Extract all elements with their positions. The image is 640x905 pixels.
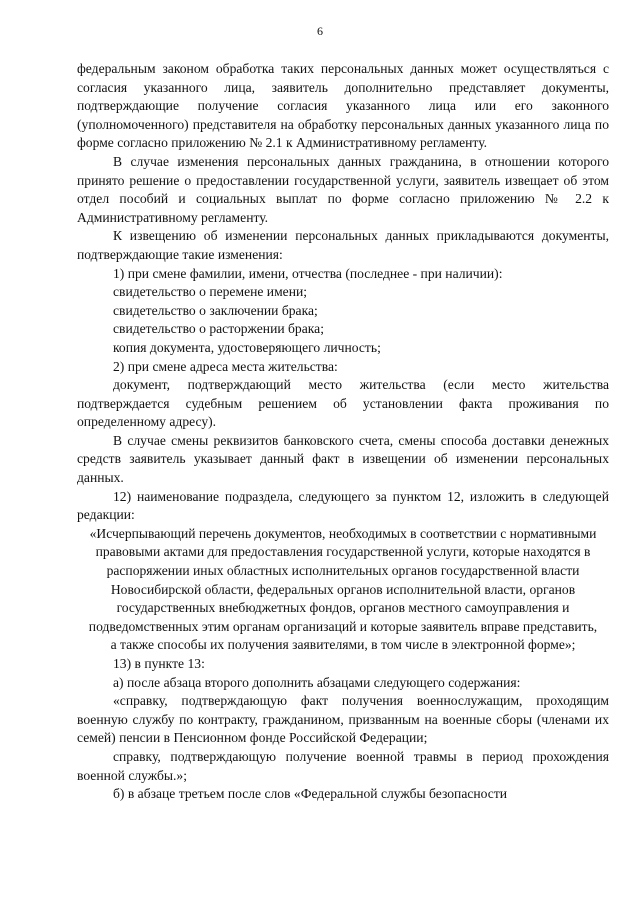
- list-item: копия документа, удостоверяющего личность;: [113, 339, 381, 355]
- list-item: свидетельство о перемене имени;: [113, 284, 308, 300]
- paragraph-subitem-a: а) после абзаца второго дополнить абзацами следующего содержания:: [113, 674, 521, 690]
- paragraph-subitem-b: б) в абзаце третьем после слов «Федеральной службы безопасности: [113, 786, 508, 802]
- list-item: свидетельство о заключении брака;: [113, 302, 318, 318]
- paragraph-attachments: К извещению об изменении персональных данных прикладываются документы, подтверждающие такие изменения:: [77, 228, 609, 262]
- quoted-subsection-title: «Исчерпывающий перечень документов, необходимых в соответствии с нормативными правовыми актами для предоставления государственной услуги, которые находятся в распоряжении иных областных исполнительных органов государственной власти Новосибирской области, федеральных органов исполнительной власти, органов государственных внебюджетных фондов, органов местного самоуправления и подведомственных этим органам организаций и которые заявитель вправе представить, а также способы их получения заявителями, в том числе в электронной форме»;: [88, 525, 598, 653]
- page-number: 6: [317, 24, 323, 38]
- list-item-name-change: 1) при смене фамилии, имени, отчества (последнее - при наличии):: [113, 265, 503, 281]
- paragraph-item-13: 13) в пункте 13:: [113, 656, 205, 671]
- paragraph-quoted-certificate: «справку, подтверждающую факт получения военнослужащим, проходящим военную службу по контракту, гражданином, призванным на военные сборы (членами их семей) пенсии в Пенсионном фонде Российской Федерации;: [77, 693, 609, 746]
- paragraph-quoted-injury: справку, подтверждающую получение военной травмы в период прохождения военной службы.»;: [77, 748, 609, 783]
- paragraph-item-12: 12) наименование подраздела, следующего за пунктом 12, изложить в следующей редакции:: [77, 488, 609, 523]
- paragraph-bank-details: В случае смены реквизитов банковского счета, смены способа доставки денежных средств заявитель указывает данный факт в извещении об изменении персональных данных.: [77, 432, 609, 486]
- paragraph-continuation: федеральным законом обработка таких персональных данных может осуществляться с согласия указанного лица, заявитель дополнительно представляет документы, подтверждающие получение согласия указанного лица или его законного (уполномоченного) представителя на обработку персональных данных указанного лица по форме согласно приложению № 2.1 к Административному регламенту.: [77, 61, 609, 151]
- document-body: [77, 60, 609, 804]
- list-item: свидетельство о расторжении брака;: [113, 321, 324, 337]
- list-item-address-change: 2) при смене адреса места жительства:: [113, 358, 338, 374]
- list-item: документ, подтверждающий место жительства (если место жительства подтверждается судебным решением об установлении факта проживания по определенному адресу).: [77, 377, 609, 430]
- paragraph-personal-data-change: В случае изменения персональных данных гражданина, в отношении которого принято решение о предоставлении государственной услуги, заявитель извещает об этом отдел пособий и социальных выплат по форме согласно приложению № 2.2 к Административному регламенту.: [77, 153, 609, 225]
